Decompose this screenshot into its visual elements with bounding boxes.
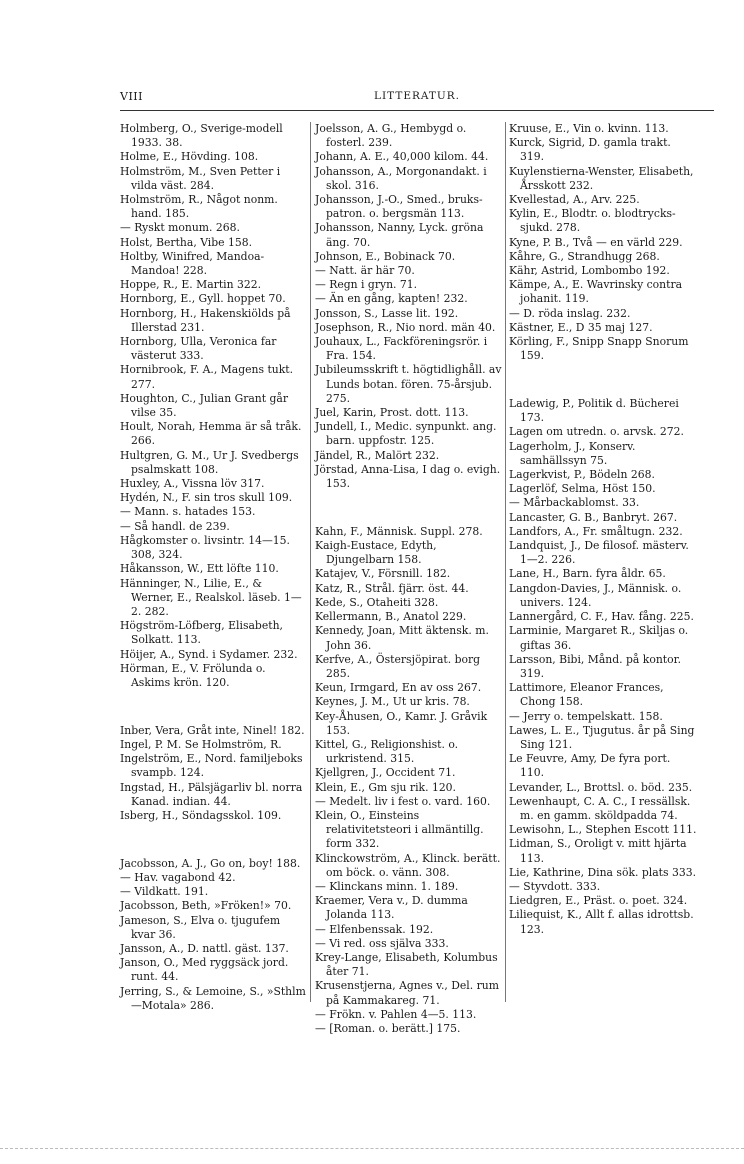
index-entry: Hydén, N., F. sin tros skull 109.: [120, 491, 293, 505]
index-entry: Huxley, A., Vissna löv 317.: [120, 477, 265, 491]
running-title: LITTERATUR.: [374, 90, 460, 102]
index-entry: Jubileumsskrift t. högtidlighåll. av Lunds botan. fören. 75-årsjub. 275.: [315, 363, 502, 405]
page-number: VIII: [120, 90, 143, 103]
index-entry: Hoult, Norah, Hemma är så tråk. 266.: [120, 420, 302, 448]
index-entry: Hultgren, G. M., Ur J. Svedbergs psalmskatt 108.: [120, 448, 299, 476]
index-entry: Liliequist, K., Allt f. allas idrottsb. 123.: [509, 908, 694, 936]
index-entry: Hornborg, Ulla, Veronica far västerut 333.: [120, 335, 277, 363]
index-entry: Lie, Kathrine, Dina sök. plats 333.: [509, 865, 697, 879]
index-entry: Josephson, R., Nio nord. män 40.: [315, 320, 496, 334]
index-entry: Johansson, J.-O., Smed., bruks-patron. o. bergsmän 113.: [315, 193, 483, 221]
index-entry: — Än en gång, kapten! 232.: [315, 292, 468, 306]
index-entry: Höijer, A., Synd. i Sydamer. 232.: [120, 647, 298, 661]
index-entry: Hågkomster o. livsintr. 14—15. 308, 324.: [120, 533, 290, 562]
index-entry: Lagerkvist, P., Bödeln 268.: [509, 468, 655, 482]
index-entry: Hoppe, R., E. Martin 322.: [120, 278, 262, 292]
index-entry: Kennedy, Joan, Mitt äktensk. m. John 36.: [315, 624, 489, 652]
index-entry: Lewisohn, L., Stephen Escott 111.: [509, 823, 697, 837]
index-entry: Ingelström, E., Nord. familjeboks svampb. 124.: [120, 752, 303, 780]
header-rule: [120, 110, 714, 111]
index-entry: Håkansson, W., Ett löfte 110.: [120, 562, 279, 576]
index-entry: Hornborg, H., Hakenskiölds på Illerstad 231.: [120, 306, 291, 334]
section-gap: [120, 701, 306, 713]
index-entry: Jundell, I., Medic. synpunkt. ang. barn. uppfostr. 125.: [315, 420, 497, 448]
index-entry: Johann, A. E., 40,000 kilom. 44.: [315, 150, 489, 164]
index-entry: Klein, O., Einsteins relativitetsteori i allmäntillg. form 332.: [315, 808, 484, 851]
index-entry: Holme, E., Hövding. 108.: [120, 150, 259, 164]
index-entry: Hänninger, N., Lilie, E., & Werner, E., Realskol. läseb. 1—2. 282.: [120, 576, 302, 618]
index-entry: Keynes, J. M., Ut ur kris. 78.: [315, 695, 470, 709]
index-entry: Katz, R., Strål. fjärr. öst. 44.: [315, 581, 469, 595]
index-entry: Holmberg, O., Sverige-modell 1933. 38.: [120, 122, 283, 150]
index-entry: Holmström, R., Något nonm. hand. 185.: [120, 193, 278, 221]
index-entry: Jouhaux, L., Fackföreningsrör. i Fra. 154.: [315, 335, 488, 363]
index-entry: Kuylenstierna-Wenster, Elisabeth, Årsskott 232.: [509, 164, 694, 192]
index-entry: Jörstad, Anna-Lisa, I dag o. evigh. 153.: [315, 462, 501, 491]
index-entry: Kvellestad, A., Arv. 225.: [509, 193, 640, 207]
index-entry: — Jerry o. tempelskatt. 158.: [509, 709, 663, 723]
index-entry: — D. röda inslag. 232.: [509, 306, 631, 320]
index-entry: Jändel, R., Malört 232.: [315, 448, 440, 462]
index-entry: Lane, H., Barn. fyra åldr. 65.: [509, 567, 666, 581]
index-entry: Houghton, C., Julian Grant går vilse 35.: [120, 391, 289, 420]
index-entry: Joelsson, A. G., Hembygd o. fosterl. 239.: [315, 122, 467, 150]
index-entry: — Frökn. v. Pahlen 4—5. 113.: [315, 1007, 477, 1021]
index-entry: Isberg, H., Söndagsskol. 109.: [120, 808, 282, 822]
index-entry: Jameson, S., Elva o. tjugufem kvar 36.: [120, 913, 281, 941]
index-entry: Lannergård, C. F., Hav. fång. 225.: [509, 610, 694, 624]
index-entry: Lattimore, Eleanor Frances, Chong 158.: [509, 681, 664, 709]
index-entry: Jerring, S., & Lemoine, S., »Sthlm—Motala» 286.: [120, 984, 306, 1012]
index-entry: Hornborg, E., Gyll. hoppet 70.: [120, 292, 286, 306]
section-gap: [509, 374, 697, 386]
index-entry: Holmström, M., Sven Petter i vilda väst. 284.: [120, 164, 281, 192]
index-entry: Krey-Lange, Elisabeth, Kolumbus åter 71.: [315, 950, 498, 979]
page-header: [120, 90, 714, 106]
index-entry: Lidman, S., Oroligt v. mitt hjärta 113.: [509, 837, 687, 865]
index-entry: — Mann. s. hatades 153.: [120, 505, 256, 519]
index-entry: — Mårbackablomst. 33.: [509, 496, 640, 510]
index-entry: Lewenhaupt, C. A. C., I ressällsk. m. en gamm. sköldpadda 74.: [509, 794, 691, 822]
index-entry: Keun, Irmgard, En av oss 267.: [315, 681, 482, 695]
index-entry: Kellermann, B., Anatol 229.: [315, 610, 467, 624]
index-entry: — Hav. vagabond 42.: [120, 870, 236, 884]
index-entry: Jacobsson, Beth, »Fröken!» 70.: [120, 899, 292, 913]
index-entry: — [Roman. o. berätt.] 175.: [315, 1021, 461, 1035]
index-entry: Jansson, A., D. nattl. gäst. 137.: [120, 941, 289, 955]
index-entry: Johansson, Nanny, Lyck. gröna äng. 70.: [315, 221, 484, 249]
column-divider: [505, 122, 506, 1002]
index-entry: — Natt. är här 70.: [315, 264, 415, 278]
index-entry: Kittel, G., Religionshist. o. urkristend. 315.: [315, 737, 459, 766]
index-entry: Johnson, E., Bobinack 70.: [315, 249, 456, 263]
index-entry: Kede, S., Otaheiti 328.: [315, 595, 439, 609]
index-entry: Kahn, F., Människ. Suppl. 278.: [315, 524, 483, 538]
index-entry: Juel, Karin, Prost. dott. 113.: [315, 406, 469, 420]
index-entry: — Styvdott. 333.: [509, 879, 601, 893]
index-entry: Johansson, A., Morgonandakt. i skol. 316.: [315, 164, 487, 192]
index-entry: Högström-Löfberg, Elisabeth, Solkatt. 113.: [120, 619, 283, 647]
index-entry: Lancaster, G. B., Banbryt. 267.: [509, 510, 678, 524]
index-entry: Kerfve, A., Östersjöpirat. borg 285.: [315, 652, 481, 680]
index-entry: Ingstad, H., Pälsjägarliv bl. norra Kanad. indian. 44.: [120, 780, 303, 808]
index-entry: — Elfenbenssak. 192.: [315, 922, 434, 936]
index-entry: Kjellgren, J., Occident 71.: [315, 766, 456, 780]
index-entry: — Ryskt monum. 268.: [120, 221, 240, 235]
index-entry: Kurck, Sigrid, D. gamla trakt. 319.: [509, 136, 671, 164]
index-entry: Levander, L., Brottsl. o. böd. 235.: [509, 780, 693, 794]
index-entry: Inber, Vera, Gråt inte, Ninel! 182.: [120, 723, 305, 737]
index-entry: Krusenstjerna, Agnes v., Del. rum på Kammakareg. 71.: [315, 979, 499, 1007]
index-entry: Klinckowström, A., Klinck. berätt. om böck. o. vänn. 308.: [315, 851, 501, 879]
index-entry: Körling, F., Snipp Snapp Snorum 159.: [509, 335, 689, 363]
index-entry: Larsson, Bibi, Månd. på kontor. 319.: [509, 652, 682, 680]
column-divider: [310, 122, 311, 1002]
index-column-2: [315, 122, 503, 1036]
index-entry: Kraemer, Vera v., D. dumma Jolanda 113.: [315, 894, 468, 922]
index-entry: Landquist, J., De filosof. mästerv. 1—2. 226.: [509, 539, 689, 567]
index-entry: Katajev, V., Försnill. 182.: [315, 567, 451, 581]
index-entry: Larminie, Margaret R., Skiljas o. giftas 36.: [509, 624, 689, 652]
index-entry: Kylin, E., Blodtr. o. blodtrycks-sjukd. 278.: [509, 207, 676, 235]
index-entry: Janson, O., Med ryggsäck jord. runt. 44.: [120, 956, 289, 984]
index-entry: — Klinckans minn. 1. 189.: [315, 879, 459, 893]
index-entry: Kåhre, G., Strandhugg 268.: [509, 249, 660, 263]
index-entry: Ingel, P. M. Se Holmström, R.: [120, 737, 282, 751]
index-entry: — Medelt. liv i fest o. vard. 160.: [315, 794, 491, 808]
index-entry: — Så handl. de 239.: [120, 519, 230, 533]
section-gap: [120, 834, 306, 846]
index-column-3: [509, 122, 697, 937]
scan-edge-line: [0, 1148, 744, 1149]
index-entry: Key-Åhusen, O., Kamr. J. Gråvik 153.: [315, 709, 488, 737]
index-entry: Jonsson, S., Lasse lit. 192.: [315, 306, 459, 320]
index-entry: Lagerholm, J., Konserv. samhällssyn 75.: [509, 439, 636, 467]
index-entry: Liedgren, E., Präst. o. poet. 324.: [509, 894, 688, 908]
index-entry: Kruuse, E., Vin o. kvinn. 113.: [509, 122, 669, 135]
index-entry: Holst, Bertha, Vibe 158.: [120, 235, 253, 249]
index-entry: Landfors, A., Fr. småltugn. 232.: [509, 524, 683, 538]
index-entry: Langdon-Davies, J., Människ. o. univers. 124.: [509, 581, 682, 609]
index-entry: Lawes, L. E., Tjugutus. år på Sing Sing 121.: [509, 723, 695, 751]
index-entry: Kyne, P. B., Två — en värld 229.: [509, 235, 683, 249]
index-entry: Kästner, E., D 35 maj 127.: [509, 320, 653, 334]
index-entry: Hornibrook, F. A., Magens tukt. 277.: [120, 363, 294, 391]
index-entry: Lagerlöf, Selma, Höst 150.: [509, 482, 656, 496]
index-entry: Kämpe, A., E. Wavrinsky contra johanit. 119.: [509, 278, 683, 306]
index-entry: Kaigh-Eustace, Edyth, Djungelbarn 158.: [315, 539, 437, 567]
index-entry: — Regn i gryn. 71.: [315, 278, 418, 292]
index-entry: Kähr, Astrid, Lombombo 192.: [509, 264, 670, 278]
section-gap: [315, 502, 503, 514]
index-entry: Jacobsson, A. J., Go on, boy! 188.: [120, 856, 301, 870]
index-entry: — Vildkatt. 191.: [120, 885, 209, 899]
index-entry: Klein, E., Gm sju rik. 120.: [315, 780, 456, 794]
index-entry: Le Feuvre, Amy, De fyra port. 110.: [509, 752, 671, 780]
index-entry: Holtby, Winifred, Mandoa-Mandoa! 228.: [120, 249, 265, 278]
index-column-1: [120, 122, 306, 1013]
index-entry: Hörman, E., V. Frölunda o. Askims krön. 120.: [120, 661, 266, 689]
index-entry: Lagen om utredn. o. arvsk. 272.: [509, 425, 684, 439]
index-entry: Ladewig, P., Politik d. Bücherei 173.: [509, 397, 679, 425]
index-entry: — Vi red. oss själva 333.: [315, 936, 449, 950]
